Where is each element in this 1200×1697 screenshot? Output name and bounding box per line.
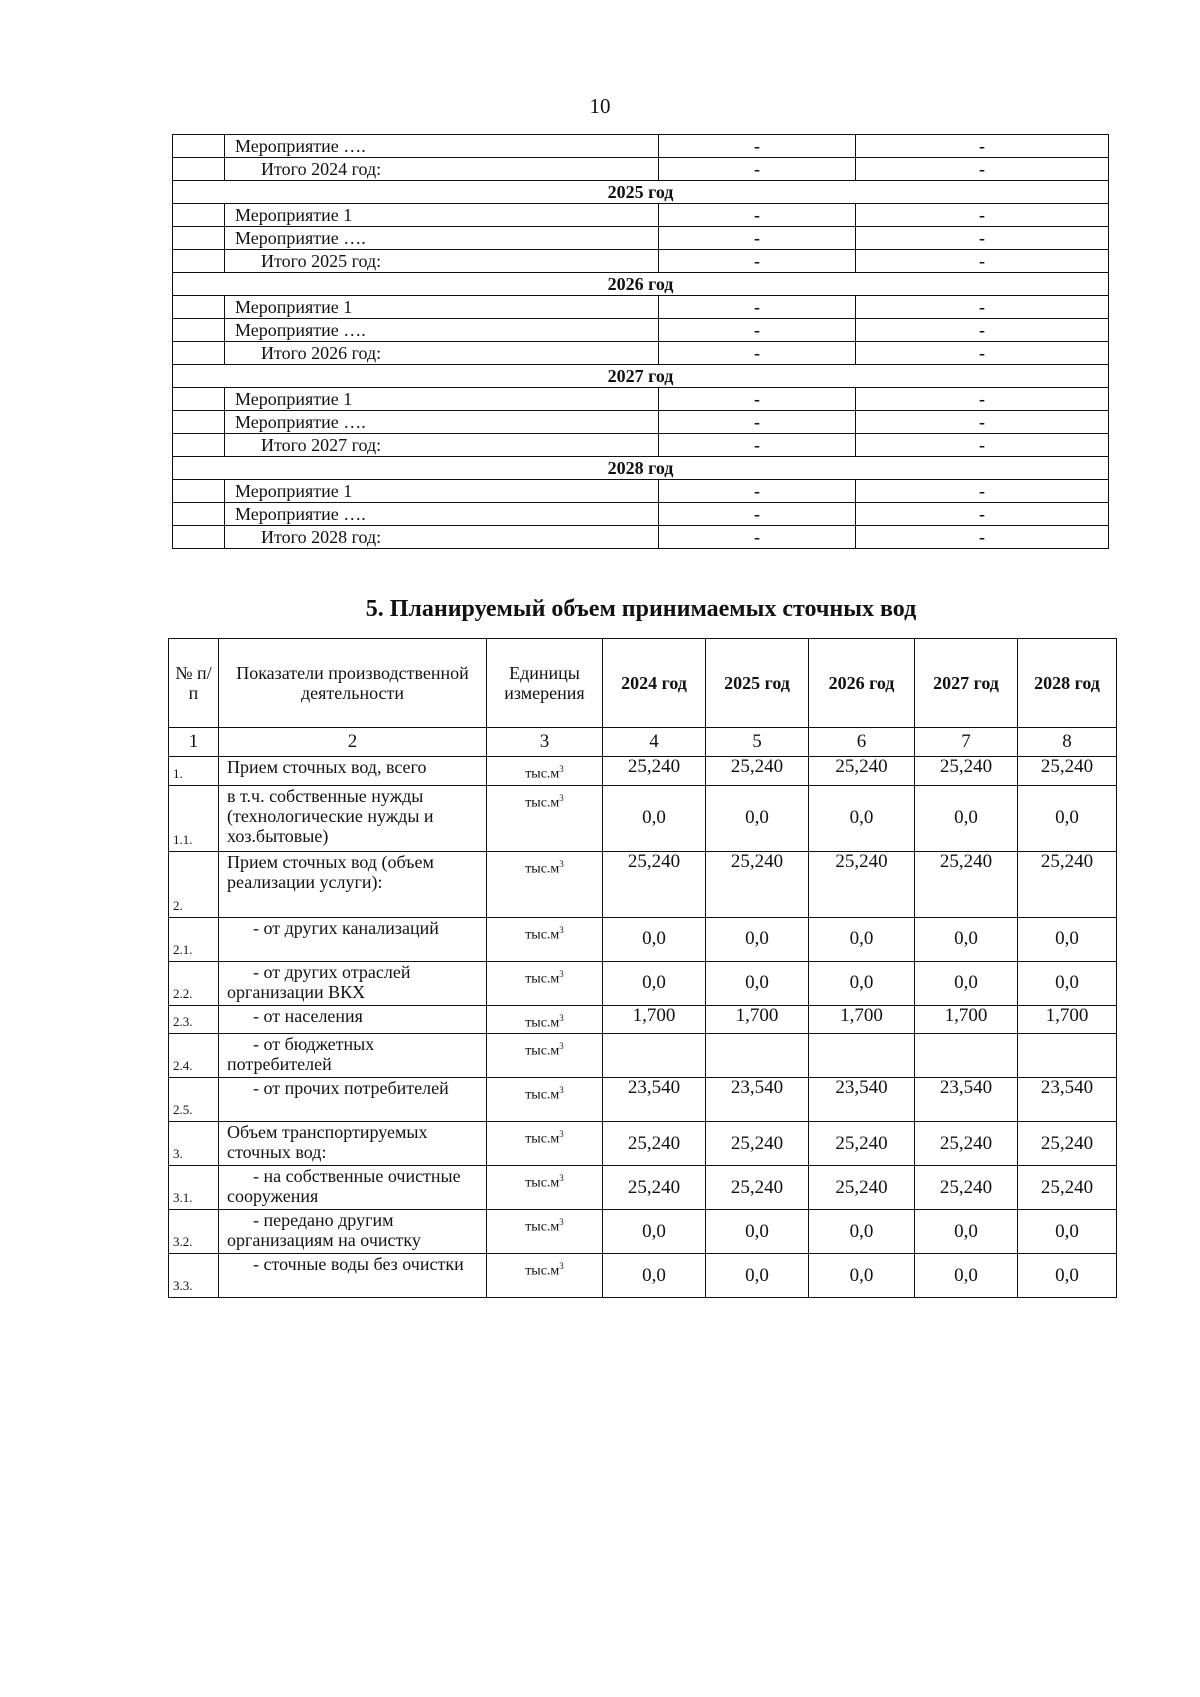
year-header-row — [173, 181, 1109, 204]
indicator-name: - от населения — [219, 1005, 487, 1034]
value-cell: 25,240 — [603, 757, 706, 786]
value-cell: 1,700 — [706, 1005, 809, 1034]
empty-cell — [173, 411, 225, 434]
empty-cell — [173, 158, 225, 181]
col-number: 1 — [169, 728, 219, 757]
value-cell: 23,540 — [809, 1078, 915, 1122]
col-number: 6 — [809, 728, 915, 757]
value-cell: 25,240 — [603, 1122, 706, 1166]
unit-label: тыс.м — [525, 861, 560, 877]
year-header-row — [173, 457, 1109, 480]
header-row — [169, 639, 1117, 728]
total-row — [173, 158, 1109, 181]
value-cell: 25,240 — [706, 1122, 809, 1166]
measure-name: Мероприятие 1 — [225, 480, 659, 503]
value-cell: - — [856, 388, 1109, 411]
value-cell: 1,700 — [1018, 1005, 1117, 1034]
row-number: 2.2. — [169, 961, 219, 1005]
value-cell: 25,240 — [1018, 757, 1117, 786]
unit-label: тыс.м — [525, 927, 560, 943]
value-cell: 0,0 — [1018, 785, 1117, 851]
value-cell: 25,240 — [706, 757, 809, 786]
unit-cell — [487, 757, 603, 786]
value-cell: - — [659, 158, 856, 181]
value-cell: 25,240 — [915, 1166, 1018, 1210]
value-cell: 0,0 — [603, 1210, 706, 1254]
unit-cell — [487, 1122, 603, 1166]
value-cell: - — [856, 158, 1109, 181]
total-label: Итого 2027 год: — [225, 434, 659, 457]
value-cell: - — [659, 388, 856, 411]
unit-superscript: 3 — [559, 1041, 564, 1052]
indicator-name: - сточные воды без очистки — [219, 1254, 487, 1298]
measure-row — [173, 388, 1109, 411]
measure-name: Мероприятие 1 — [225, 388, 659, 411]
empty-cell — [173, 204, 225, 227]
page-number: 10 — [589, 94, 611, 118]
value-cell: 0,0 — [1018, 961, 1117, 1005]
value-cell: 0,0 — [809, 1254, 915, 1298]
value-cell: 0,0 — [1018, 1254, 1117, 1298]
row-number: 2.5. — [169, 1078, 219, 1122]
measure-row — [173, 319, 1109, 342]
table-row — [169, 1166, 1117, 1210]
value-cell: 25,240 — [603, 1166, 706, 1210]
row-number: 3. — [169, 1122, 219, 1166]
value-cell: - — [856, 227, 1109, 250]
measure-name: Мероприятие …. — [225, 411, 659, 434]
row-number: 3.3. — [169, 1254, 219, 1298]
value-cell: - — [659, 411, 856, 434]
value-cell: 0,0 — [706, 961, 809, 1005]
row-number: 3.2. — [169, 1210, 219, 1254]
table-row — [169, 1254, 1117, 1298]
value-cell: 25,240 — [1018, 1122, 1117, 1166]
wastewater-volume-table — [168, 638, 1117, 1298]
empty-cell — [173, 526, 225, 549]
value-cell: 0,0 — [809, 917, 915, 961]
value-cell: 0,0 — [706, 1210, 809, 1254]
col-number: 7 — [915, 728, 1018, 757]
unit-superscript: 3 — [559, 924, 564, 935]
value-cell: - — [856, 135, 1109, 158]
header-year-2024: 2024 год — [603, 639, 706, 728]
section-title: 5. Планируемый объем принимаемых сточных вод — [365, 596, 917, 622]
unit-superscript: 3 — [559, 1261, 564, 1272]
row-number: 2.4. — [169, 1034, 219, 1078]
table-row — [169, 851, 1117, 917]
value-cell: - — [856, 434, 1109, 457]
year-label: 2028 год — [173, 457, 1109, 480]
value-cell: 0,0 — [809, 1210, 915, 1254]
indicator-name: Объем транспортируемых сточных вод: — [219, 1122, 487, 1166]
indicator-name: - от других отраслей организации ВКХ — [219, 961, 487, 1005]
unit-cell — [487, 1210, 603, 1254]
measure-row — [173, 135, 1109, 158]
unit-cell — [487, 917, 603, 961]
value-cell: - — [659, 503, 856, 526]
row-number: 2.1. — [169, 917, 219, 961]
value-cell: 1,700 — [915, 1005, 1018, 1034]
table-row — [169, 1034, 1117, 1078]
value-cell: - — [659, 204, 856, 227]
unit-superscript: 3 — [559, 968, 564, 979]
value-cell: 0,0 — [915, 961, 1018, 1005]
value-cell: 0,0 — [706, 785, 809, 851]
table-row — [169, 1122, 1117, 1166]
value-cell: 0,0 — [603, 961, 706, 1005]
table-row — [169, 785, 1117, 851]
row-number: 2. — [169, 851, 219, 917]
value-cell: 0,0 — [706, 1254, 809, 1298]
value-cell: - — [659, 296, 856, 319]
measure-row — [173, 204, 1109, 227]
unit-superscript: 3 — [559, 1012, 564, 1023]
value-cell: - — [659, 526, 856, 549]
measure-name: Мероприятие …. — [225, 503, 659, 526]
unit-cell — [487, 1254, 603, 1298]
value-cell: - — [856, 480, 1109, 503]
value-cell: 25,240 — [706, 851, 809, 917]
value-cell: 0,0 — [809, 961, 915, 1005]
indicator-name: Прием сточных вод (объем реализации услуги): — [219, 851, 487, 917]
table-row — [169, 961, 1117, 1005]
year-label: 2026 год — [173, 273, 1109, 296]
value-cell: - — [856, 250, 1109, 273]
empty-cell — [173, 388, 225, 411]
value-cell: - — [856, 503, 1109, 526]
unit-cell — [487, 785, 603, 851]
col-number: 4 — [603, 728, 706, 757]
value-cell: 25,240 — [809, 851, 915, 917]
measure-row — [173, 411, 1109, 434]
unit-cell — [487, 1034, 603, 1078]
total-label: Итого 2026 год: — [225, 342, 659, 365]
total-row — [173, 434, 1109, 457]
unit-label: тыс.м — [525, 1131, 560, 1147]
empty-cell — [173, 227, 225, 250]
value-cell: 0,0 — [706, 917, 809, 961]
table-row — [169, 917, 1117, 961]
measure-name: Мероприятие …. — [225, 135, 659, 158]
unit-superscript: 3 — [559, 764, 564, 774]
value-cell: 1,700 — [603, 1005, 706, 1034]
header-year-2026: 2026 год — [809, 639, 915, 728]
value-cell: 0,0 — [603, 917, 706, 961]
unit-superscript: 3 — [559, 792, 564, 803]
total-label: Итого 2024 год: — [225, 158, 659, 181]
row-number: 1.1. — [169, 785, 219, 851]
unit-label: тыс.м — [525, 1087, 560, 1103]
indicator-name: - на собственные очистные сооружения — [219, 1166, 487, 1210]
value-cell: - — [659, 342, 856, 365]
empty-cell — [173, 480, 225, 503]
value-cell: - — [856, 411, 1109, 434]
year-label: 2025 год — [173, 181, 1109, 204]
measure-row — [173, 503, 1109, 526]
empty-cell — [173, 296, 225, 319]
total-row — [173, 342, 1109, 365]
unit-superscript: 3 — [559, 1129, 564, 1140]
row-number: 3.1. — [169, 1166, 219, 1210]
unit-superscript: 3 — [559, 858, 564, 869]
unit-cell — [487, 1005, 603, 1034]
empty-cell — [173, 434, 225, 457]
unit-label: тыс.м — [525, 1219, 560, 1235]
unit-cell — [487, 851, 603, 917]
measure-row — [173, 227, 1109, 250]
value-cell: 25,240 — [915, 851, 1018, 917]
col-number: 5 — [706, 728, 809, 757]
value-cell: 23,540 — [603, 1078, 706, 1122]
measure-row — [173, 480, 1109, 503]
value-cell: 25,240 — [603, 851, 706, 917]
value-cell: - — [856, 204, 1109, 227]
value-cell: 0,0 — [915, 1254, 1018, 1298]
value-cell: 25,240 — [809, 757, 915, 786]
total-row — [173, 526, 1109, 549]
unit-cell — [487, 961, 603, 1005]
value-cell: 25,240 — [809, 1122, 915, 1166]
value-cell: 23,540 — [1018, 1078, 1117, 1122]
value-cell — [1018, 1034, 1117, 1078]
value-cell: - — [856, 296, 1109, 319]
year-header-row — [173, 365, 1109, 388]
value-cell: 25,240 — [915, 1122, 1018, 1166]
unit-label: тыс.м — [525, 795, 560, 811]
total-label: Итого 2025 год: — [225, 250, 659, 273]
value-cell: - — [659, 250, 856, 273]
unit-cell — [487, 1078, 603, 1122]
value-cell: - — [856, 342, 1109, 365]
indicator-name: - от других канализаций — [219, 917, 487, 961]
col-number: 2 — [219, 728, 487, 757]
unit-superscript: 3 — [559, 1173, 564, 1184]
unit-label: тыс.м — [525, 1043, 560, 1059]
row-number: 2.3. — [169, 1005, 219, 1034]
value-cell: - — [659, 135, 856, 158]
indicator-name: в т.ч. собственные нужды (технологические нужды и хоз.бытовые) — [219, 785, 487, 851]
year-header-row — [173, 273, 1109, 296]
value-cell: 23,540 — [706, 1078, 809, 1122]
column-number-row — [169, 728, 1117, 757]
measures-table — [172, 134, 1109, 549]
col-number: 3 — [487, 728, 603, 757]
value-cell: 25,240 — [809, 1166, 915, 1210]
value-cell: 23,540 — [915, 1078, 1018, 1122]
col-number: 8 — [1018, 728, 1117, 757]
value-cell — [706, 1034, 809, 1078]
value-cell: 0,0 — [915, 917, 1018, 961]
unit-superscript: 3 — [559, 1085, 564, 1096]
unit-label: тыс.м — [525, 971, 560, 987]
empty-cell — [173, 342, 225, 365]
total-row — [173, 250, 1109, 273]
value-cell: 25,240 — [1018, 1166, 1117, 1210]
unit-cell — [487, 1166, 603, 1210]
value-cell: - — [659, 227, 856, 250]
indicator-name: - от бюджетных потребителей — [219, 1034, 487, 1078]
value-cell: 0,0 — [809, 785, 915, 851]
total-label: Итого 2028 год: — [225, 526, 659, 549]
unit-label: тыс.м — [525, 1263, 560, 1279]
empty-cell — [173, 319, 225, 342]
measure-name: Мероприятие 1 — [225, 296, 659, 319]
unit-label: тыс.м — [525, 1015, 560, 1031]
unit-label: тыс.м — [525, 766, 560, 782]
measure-name: Мероприятие …. — [225, 227, 659, 250]
value-cell: 25,240 — [1018, 851, 1117, 917]
table-row — [169, 1078, 1117, 1122]
header-year-2028: 2028 год — [1018, 639, 1117, 728]
measure-row — [173, 296, 1109, 319]
value-cell: 25,240 — [706, 1166, 809, 1210]
year-label: 2027 год — [173, 365, 1109, 388]
table-row — [169, 1005, 1117, 1034]
value-cell — [603, 1034, 706, 1078]
value-cell: 0,0 — [603, 785, 706, 851]
value-cell: 0,0 — [915, 1210, 1018, 1254]
value-cell: 0,0 — [1018, 1210, 1117, 1254]
empty-cell — [173, 250, 225, 273]
value-cell: - — [856, 319, 1109, 342]
indicator-name: - передано другим организациям на очистку — [219, 1210, 487, 1254]
measure-name: Мероприятие …. — [225, 319, 659, 342]
value-cell: 0,0 — [1018, 917, 1117, 961]
measure-name: Мероприятие 1 — [225, 204, 659, 227]
value-cell: - — [659, 434, 856, 457]
value-cell: 0,0 — [603, 1254, 706, 1298]
value-cell: - — [856, 526, 1109, 549]
unit-label: тыс.м — [525, 1175, 560, 1191]
header-unit: Единицы измерения — [487, 639, 603, 728]
value-cell: - — [659, 319, 856, 342]
header-year-2025: 2025 год — [706, 639, 809, 728]
value-cell: 25,240 — [915, 757, 1018, 786]
table-row — [169, 757, 1117, 786]
header-indicator: Показатели производственной деятельности — [219, 639, 487, 728]
row-number: 1. — [169, 757, 219, 786]
header-num: № п/п — [169, 639, 219, 728]
indicator-name: - от прочих потребителей — [219, 1078, 487, 1122]
value-cell: 0,0 — [915, 785, 1018, 851]
value-cell: 1,700 — [809, 1005, 915, 1034]
value-cell — [809, 1034, 915, 1078]
value-cell — [915, 1034, 1018, 1078]
empty-cell — [173, 503, 225, 526]
table-row — [169, 1210, 1117, 1254]
unit-superscript: 3 — [559, 1217, 564, 1228]
value-cell: - — [659, 480, 856, 503]
empty-cell — [173, 135, 225, 158]
indicator-name: Прием сточных вод, всего — [219, 757, 487, 786]
header-year-2027: 2027 год — [915, 639, 1018, 728]
